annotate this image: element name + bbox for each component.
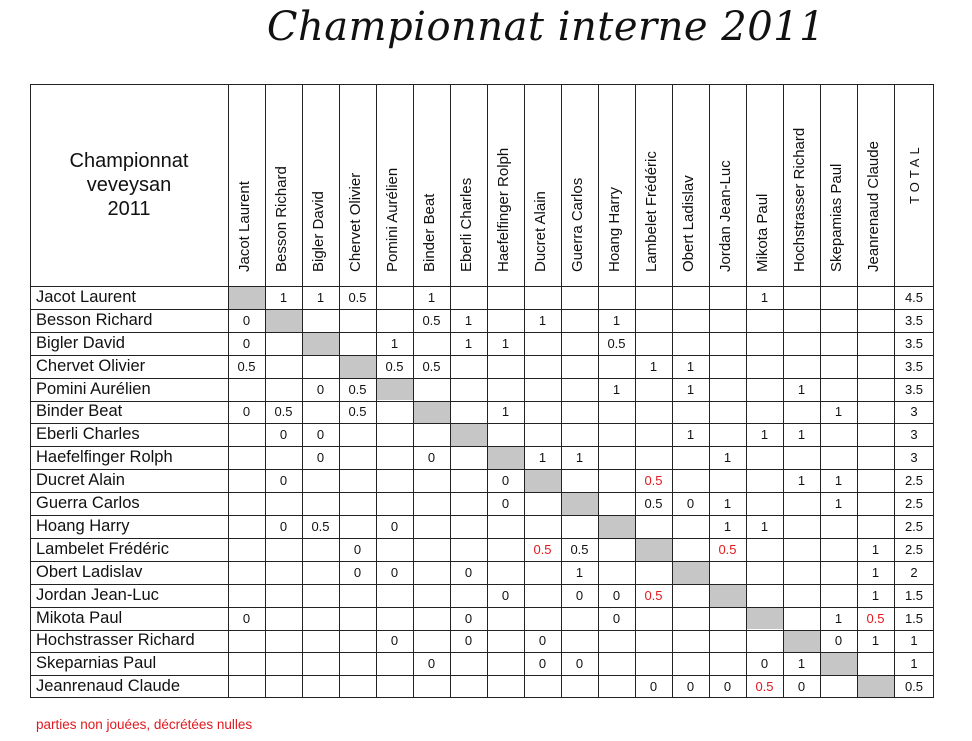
result-cell: 0 [797,679,806,695]
corner-line-3: 2011 [107,198,151,220]
result-cell: 0 [464,633,473,649]
result-cell: 0.5 [422,312,441,328]
result-cell: 1 [834,404,843,420]
player-name: Hochstrasser Richard [36,631,195,650]
result-cell: 0 [279,427,288,443]
total-cell: 2.5 [904,473,924,489]
result-cell: 0 [316,450,325,466]
column-header: Hochstrasser Richard [791,127,808,272]
player-name: Jordan Jean-Luc [36,585,159,604]
row-divider [30,355,934,356]
column-header: Guerra Carlos [569,177,586,272]
result-cell: 0 [612,610,621,626]
player-name: Hoang Harry [36,516,130,535]
row-divider [30,378,934,379]
result-cell: 1 [834,496,843,512]
result-cell: 0.5 [718,541,737,557]
result-cell: 0 [538,656,547,672]
result-cell: 0 [242,312,251,328]
player-name: Jeanrenaud Claude [36,677,181,696]
result-cell: 0.5 [385,358,404,374]
result-cell: 0 [390,518,399,534]
diagonal-cell [710,585,746,607]
result-cell: 0.5 [533,541,552,557]
result-cell: 1 [686,427,695,443]
row-divider [30,309,934,310]
result-cell: 1 [538,312,547,328]
result-cell: 0 [760,656,769,672]
result-cell: 0 [316,427,325,443]
result-cell: 1 [464,335,473,351]
diagonal-cell [377,379,413,401]
diagonal-cell [229,287,265,309]
result-cell: 0 [834,633,843,649]
result-cell: 1 [871,541,880,557]
result-cell: 1 [871,564,880,580]
column-header: Binder Beat [421,193,438,272]
total-cell: 1.5 [904,610,924,626]
result-cell: 1 [834,473,843,489]
column-header: Pomini Aurélien [384,167,401,272]
player-name: Bigler David [36,333,125,352]
column-header: Jordan Jean-Luc [717,160,734,272]
result-cell: 0 [242,404,251,420]
diagonal-cell [340,356,376,378]
total-cell: 3 [910,427,918,443]
result-cell: 1 [575,564,584,580]
total-cell: 2.5 [904,541,924,557]
result-cell: 0 [501,587,510,603]
row-divider [30,652,934,653]
result-cell: 0 [649,679,658,695]
result-cell: 0.5 [311,518,330,534]
player-name: Besson Richard [36,310,153,329]
result-cell: 1 [575,450,584,466]
result-cell: 1 [464,312,473,328]
row-divider [30,675,934,676]
row-divider [30,630,934,631]
result-cell: 1 [760,289,769,305]
player-name: Chervet Olivier [36,356,146,375]
result-cell: 0.5 [348,404,367,420]
column-header: Hoang Harry [606,186,623,272]
column-header: Eberli Charles [458,177,475,272]
diagonal-cell [451,424,487,446]
result-cell: 1 [797,427,806,443]
total-cell: 2 [910,564,918,580]
corner-line-2: veveysan [86,174,172,196]
player-name: Pomini Aurélien [36,379,151,398]
result-cell: 0 [464,610,473,626]
column-header: Besson Richard [273,166,290,272]
result-cell: 0.5 [644,587,663,603]
result-cell: 1 [760,518,769,534]
total-cell: 3.5 [904,312,924,328]
diagonal-cell [599,516,635,538]
standings-table [30,84,934,698]
player-name: Lambelet Frédéric [36,539,169,558]
diagonal-cell [673,562,709,584]
total-cell: 2.5 [904,518,924,534]
column-header: Jacot Laurent [236,181,253,272]
table-border-top [30,84,934,85]
total-cell: 3.5 [904,381,924,397]
result-cell: 0 [575,656,584,672]
result-cell: 1 [649,358,658,374]
row-divider [30,515,934,516]
result-cell: 0 [353,541,362,557]
result-cell: 1 [834,610,843,626]
result-cell: 0 [575,587,584,603]
result-cell: 1 [612,312,621,328]
diagonal-cell [747,608,783,630]
result-cell: 0 [279,473,288,489]
result-cell: 1 [723,450,732,466]
corner-line-1: Championnat [69,150,189,172]
result-cell: 0.5 [348,381,367,397]
result-cell: 1 [612,381,621,397]
result-cell: 0.5 [755,679,774,695]
result-cell: 0.5 [644,473,663,489]
player-name: Mikota Paul [36,608,123,627]
result-cell: 1 [501,404,510,420]
column-header: Obert Ladislav [680,175,697,272]
result-cell: 0 [612,587,621,603]
table-border-bottom [30,697,934,698]
result-cell: 0 [242,335,251,351]
result-cell: 0.5 [348,289,367,305]
result-cell: 1 [538,450,547,466]
diagonal-cell [562,493,598,515]
result-cell: 0 [390,633,399,649]
footnote: parties non jouées, décrétées nulles [36,717,253,732]
row-divider [30,423,934,424]
diagonal-cell [784,631,820,653]
result-cell: 0 [464,564,473,580]
result-cell: 1 [723,518,732,534]
row-divider [30,446,934,447]
diagonal-cell [821,653,857,675]
result-cell: 0 [427,450,436,466]
player-name: Ducret Alain [36,471,125,490]
result-cell: 1 [760,427,769,443]
row-divider [30,469,934,470]
result-cell: 0.5 [644,496,663,512]
total-cell: 1 [910,633,918,649]
row-divider [30,607,934,608]
total-cell: 1 [910,656,918,672]
total-cell: 2.5 [904,496,924,512]
player-name: Guerra Carlos [36,494,140,513]
result-cell: 0 [501,473,510,489]
row-divider [30,584,934,585]
result-cell: 1 [871,587,880,603]
result-cell: 1 [797,656,806,672]
result-cell: 0 [501,496,510,512]
result-cell: 0 [279,518,288,534]
page-title: Championnat interne 2011 [266,4,826,50]
row-divider [30,561,934,562]
result-cell: 0.5 [570,541,589,557]
diagonal-cell [266,310,302,332]
diagonal-cell [636,539,672,561]
column-header: Jeanrenaud Claude [865,141,882,272]
result-cell: 1 [723,496,732,512]
row-divider [30,286,934,287]
total-column-header: TOTAL [907,143,922,204]
result-cell: 0 [316,381,325,397]
result-cell: 0 [427,656,436,672]
row-divider [30,538,934,539]
player-name: Skeparnias Paul [36,654,157,673]
total-cell: 1.5 [904,587,924,603]
column-header: Bigler David [310,191,327,272]
row-divider [30,332,934,333]
result-cell: 0 [242,610,251,626]
result-cell: 1 [390,335,399,351]
row-divider [30,492,934,493]
result-cell: 1 [501,335,510,351]
result-cell: 0 [390,564,399,580]
result-cell: 1 [686,358,695,374]
result-cell: 1 [427,289,436,305]
row-divider [30,401,934,402]
result-cell: 0 [538,633,547,649]
player-name: Jacot Laurent [36,287,136,306]
result-cell: 1 [279,289,288,305]
result-cell: 0 [686,679,695,695]
result-cell: 1 [316,289,325,305]
result-cell: 0.5 [866,610,885,626]
result-cell: 0 [353,564,362,580]
column-header: Haefelfinger Rolph [495,147,512,272]
diagonal-cell [525,470,561,492]
total-cell: 3 [910,450,918,466]
column-header: Ducret Alain [532,191,549,272]
total-cell: 3.5 [904,335,924,351]
total-cell: 3.5 [904,358,924,374]
column-header: Mikota Paul [754,193,771,272]
total-cell: 0.5 [904,679,924,695]
column-header: Chervet Olivier [347,172,364,272]
player-name: Binder Beat [36,402,123,421]
player-name: Obert Ladislav [36,562,143,581]
player-name: Eberli Charles [36,425,140,444]
total-cell: 4.5 [904,289,924,305]
diagonal-cell [488,447,524,469]
player-name: Haefelfinger Rolph [36,448,173,467]
column-header: Lambelet Frédéric [643,151,660,272]
total-cell: 3 [910,404,918,420]
result-cell: 1 [797,473,806,489]
result-cell: 0 [723,679,732,695]
diagonal-cell [303,333,339,355]
result-cell: 1 [686,381,695,397]
result-cell: 1 [871,633,880,649]
result-cell: 0.5 [607,335,626,351]
result-cell: 0.5 [422,358,441,374]
result-cell: 0.5 [237,358,256,374]
result-cell: 0.5 [274,404,293,420]
result-cell: 0 [686,496,695,512]
column-header: Skepamias Paul [828,163,845,272]
result-cell: 1 [797,381,806,397]
diagonal-cell [858,676,894,698]
table-corner-label [30,84,228,286]
diagonal-cell [414,402,450,424]
